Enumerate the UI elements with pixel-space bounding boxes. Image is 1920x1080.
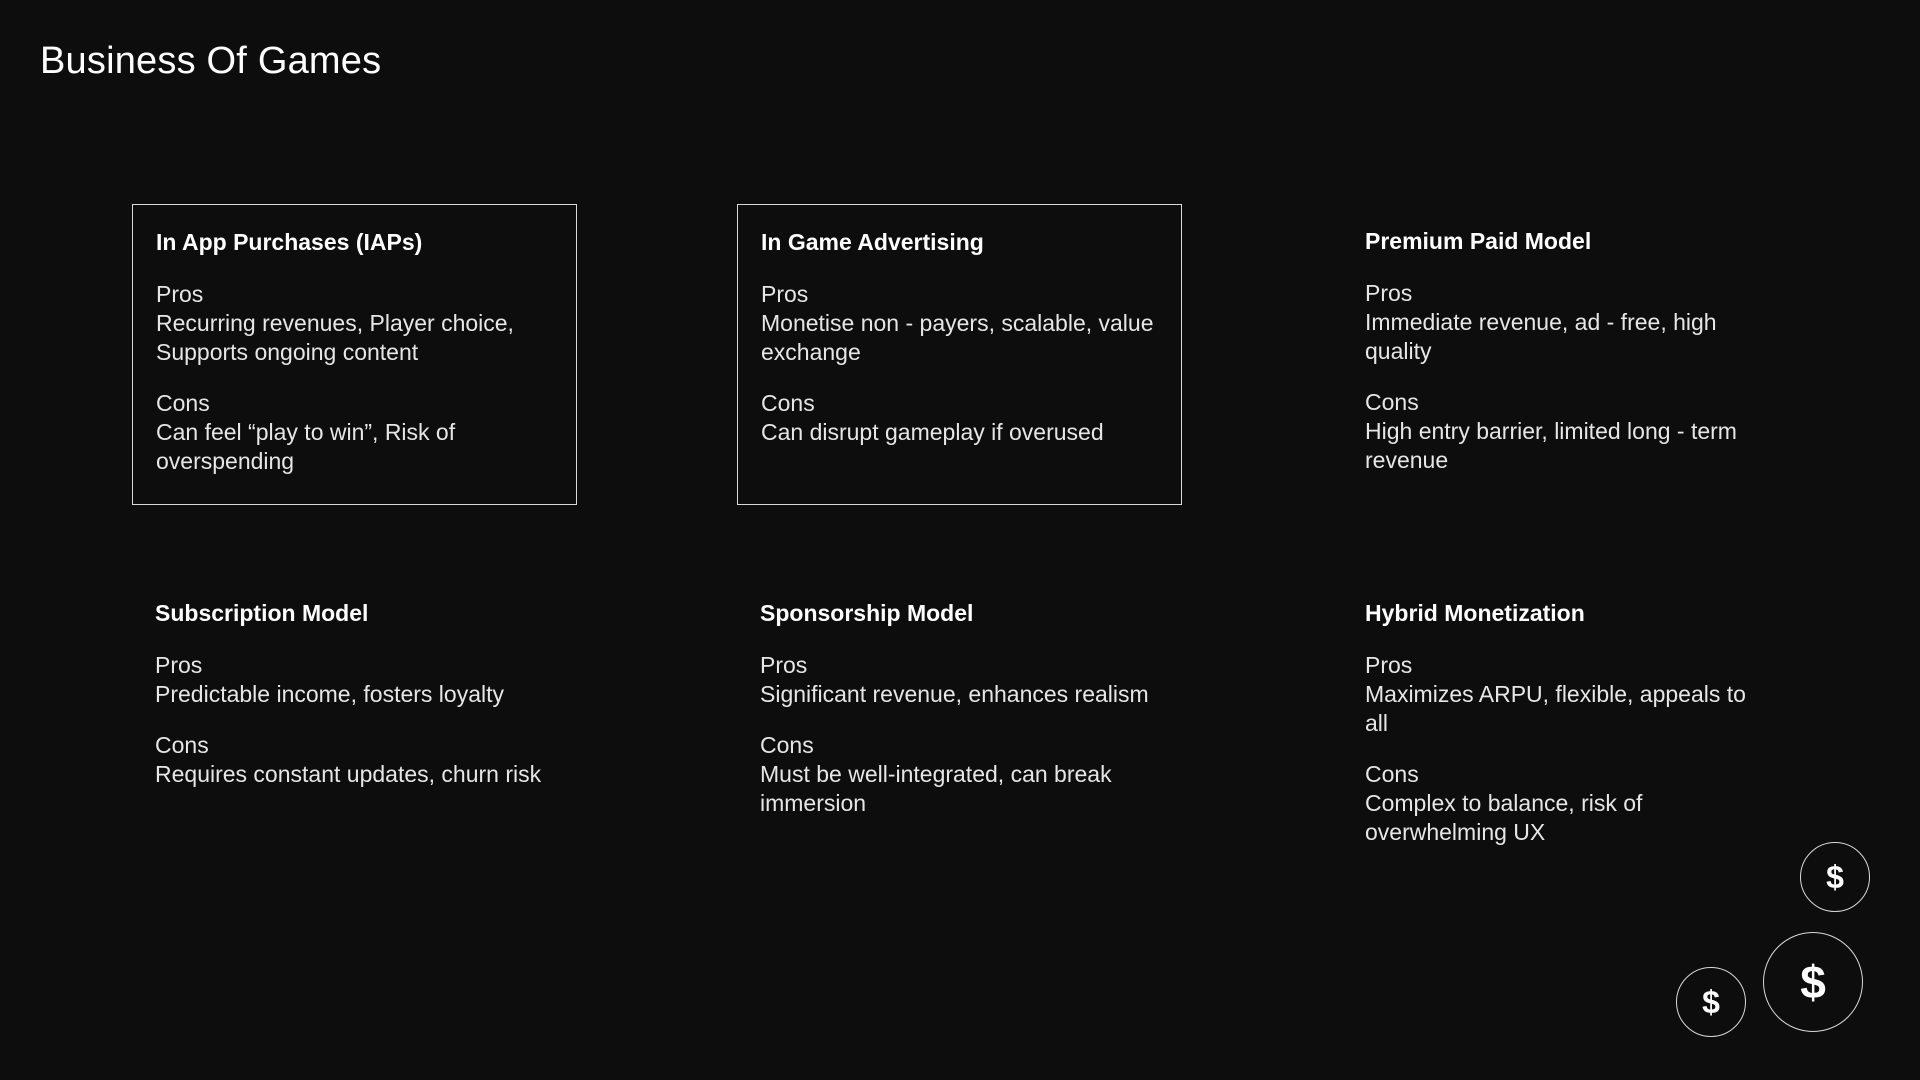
pros-label: Pros <box>1365 280 1413 306</box>
pros-text: Monetise non - payers, scalable, value exchange <box>761 310 1154 365</box>
card-in-game-advertising <box>737 204 1182 505</box>
page-title: Business Of Games <box>40 40 382 82</box>
dollar-coin-icon: $ <box>1676 967 1746 1037</box>
cons-text: Can feel “play to win”, Risk of overspending <box>156 419 456 474</box>
card-title: Hybrid Monetization <box>1365 600 1585 626</box>
card-title: In Game Advertising <box>761 229 984 255</box>
cons-text: Can disrupt gameplay if overused <box>761 419 1104 445</box>
card-premium-paid-model <box>1342 204 1787 497</box>
cons-section <box>1365 388 1765 475</box>
cons-label: Cons <box>155 732 209 758</box>
card-title: Sponsorship Model <box>760 600 974 626</box>
pros-label: Pros <box>155 652 203 678</box>
card-sponsorship-model <box>737 576 1182 840</box>
pros-section <box>155 651 555 709</box>
cons-label: Cons <box>156 390 210 416</box>
pros-text: Predictable income, fosters loyalty <box>155 681 504 707</box>
cons-section <box>155 731 555 789</box>
cons-text: Requires constant updates, churn risk <box>155 761 542 787</box>
pros-section <box>156 280 556 367</box>
pros-label: Pros <box>156 281 204 307</box>
pros-text: Recurring revenues, Player choice, Supports ongoing content <box>156 310 514 365</box>
pros-section <box>761 280 1161 367</box>
card-hybrid-monetization <box>1342 576 1787 869</box>
card-title: Premium Paid Model <box>1365 228 1592 254</box>
pros-text: Significant revenue, enhances realism <box>760 681 1149 707</box>
cons-label: Cons <box>761 390 815 416</box>
cons-section <box>760 731 1160 818</box>
card-title: Subscription Model <box>155 600 369 626</box>
card-subscription-model <box>132 576 577 811</box>
cons-text: High entry barrier, limited long - term revenue <box>1365 418 1737 473</box>
pros-section <box>1365 651 1765 738</box>
cons-label: Cons <box>1365 389 1419 415</box>
pros-label: Pros <box>760 652 808 678</box>
pros-text: Immediate revenue, ad - free, high quality <box>1365 309 1717 364</box>
dollar-coin-icon: $ <box>1763 932 1863 1032</box>
cons-text: Must be well-integrated, can break immersion <box>760 761 1112 816</box>
cons-section <box>156 389 556 476</box>
card-in-app-purchases <box>132 204 577 505</box>
cons-label: Cons <box>760 732 814 758</box>
dollar-coin-icon: $ <box>1800 842 1870 912</box>
pros-label: Pros <box>761 281 809 307</box>
pros-label: Pros <box>1365 652 1413 678</box>
cons-label: Cons <box>1365 761 1419 787</box>
cons-section <box>761 389 1161 447</box>
cons-section <box>1365 760 1765 847</box>
card-title: In App Purchases (IAPs) <box>156 229 423 255</box>
pros-section <box>1365 279 1765 366</box>
pros-text: Maximizes ARPU, flexible, appeals to all <box>1365 681 1746 736</box>
cons-text: Complex to balance, risk of overwhelming UX <box>1365 790 1643 845</box>
pros-section <box>760 651 1160 709</box>
